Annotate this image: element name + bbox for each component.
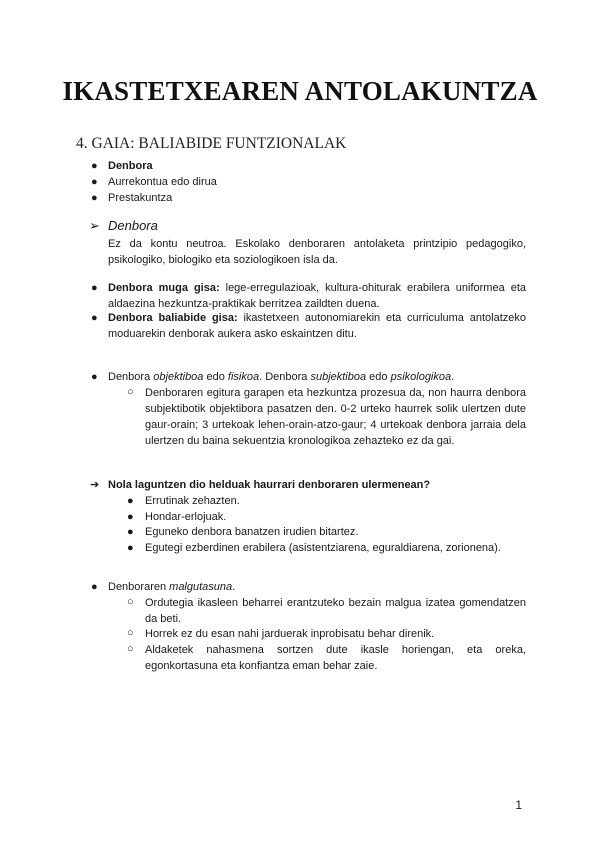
circle-bullet-icon: ○ <box>127 596 134 608</box>
definition-item <box>108 310 526 342</box>
subheading: Denbora <box>108 218 158 233</box>
text-run: malgutasuna <box>169 581 233 593</box>
text-run: subjektiboa <box>310 371 367 383</box>
definition-term: Denbora muga gisa: <box>108 282 220 294</box>
definition-item <box>108 280 526 312</box>
circle-bullet-icon: ○ <box>127 386 134 398</box>
flexibility-subitem: Ordutegia ikasleen beharrei erantzuteko bezain malgua izatea gomendatzen da beti. <box>145 597 526 625</box>
text-run: . <box>232 581 236 593</box>
subheading-paragraph: Ez da kontu neutroa. Eskolako denboraren antolaketa printzipio pedagogiko, psikologiko, biologiko eta soziologikoen isla da. <box>108 238 526 266</box>
text-run: edo <box>366 371 391 383</box>
text-run: objektiboa <box>153 371 204 383</box>
bullet-icon: ● <box>91 282 98 294</box>
bullet-icon: ● <box>91 160 98 172</box>
question-item: Errutinak zehazten. <box>145 495 240 507</box>
text-run: . <box>451 371 455 383</box>
bullet-icon: ● <box>127 526 134 538</box>
circle-bullet-icon: ○ <box>127 643 134 655</box>
text-run: fisikoa <box>227 371 260 383</box>
text-run: edo <box>203 371 228 383</box>
bullet-icon: ● <box>127 511 134 523</box>
time-types-item <box>108 369 526 385</box>
definition-term: Denbora baliabide gisa: <box>108 312 238 324</box>
bullet-icon: ● <box>127 495 134 507</box>
flexibility-subitem: Aldaketek nahasmena sortzen dute ikasle horiengan, eta oreka, egonkortasuna eta konfiantza eman behar zaie. <box>145 644 526 672</box>
toc-item: Denbora <box>108 160 153 172</box>
definition-text: ikastetxeen autonomiarekin eta curriculuma antolatzeko moduarekin denborak aukera asko eskaintzen ditu. <box>108 312 526 340</box>
bullet-icon: ● <box>91 312 98 324</box>
circle-bullet-icon: ○ <box>127 627 134 639</box>
page-title: IKASTETXEAREN ANTOLAKUNTZA <box>62 76 538 106</box>
definition-text: lege-erregulazioak, kultura-ohiturak erabilera uniformea eta aldaezina hezkuntza-praktikak berritzea zaildten duena. <box>108 282 526 310</box>
section-heading: 4. GAIA: BALIABIDE FUNTZIONALAK <box>76 135 347 152</box>
bullet-icon: ● <box>127 542 134 554</box>
question-item: Eguneko denbora banatzen irudien bitartez. <box>145 526 359 538</box>
text-run: Denbora <box>108 371 154 383</box>
question-item: Egutegi ezberdinen erabilera (asistentziarena, eguraldiarena, zorionena). <box>145 542 501 554</box>
flexibility-subitem: Horrek ez du esan nahi jarduerak inprobisatu behar direnik. <box>145 628 435 640</box>
flexibility-item <box>108 579 235 595</box>
page-number: 1 <box>515 798 522 812</box>
text-run: Denboraren <box>108 581 170 593</box>
toc-item: Prestakuntza <box>108 192 173 204</box>
text-run: . Denbora <box>259 371 311 383</box>
time-types-subitem: Denboraren egitura garapen eta hezkuntza prozesua da, non haurra denbora subjektibotik objektibora pasatzen den. 0-2 urteko haurrek solik ulertzen dute gaur-orain; 3 urtekoak lehen-orain-atzo-gaur; 4 urtekoak denbora jarraia dela ulertzen du baina sekuentzia kronologikoa zehazteko ez da gai. <box>145 387 526 447</box>
question-item: Hondar-erlojuak. <box>145 511 227 523</box>
bullet-icon: ● <box>91 581 98 593</box>
bullet-icon: ● <box>91 371 98 383</box>
arrow-right-icon: ➔ <box>90 479 100 491</box>
bullet-icon: ● <box>91 176 98 188</box>
question-heading: Nola laguntzen dio helduak haurrari denboraren ulermenean? <box>108 479 431 491</box>
arrowhead-icon: ➢ <box>89 218 100 233</box>
text-run: psikologikoa <box>390 371 452 383</box>
bullet-icon: ● <box>91 192 98 204</box>
toc-item: Aurrekontua edo dirua <box>108 176 217 188</box>
